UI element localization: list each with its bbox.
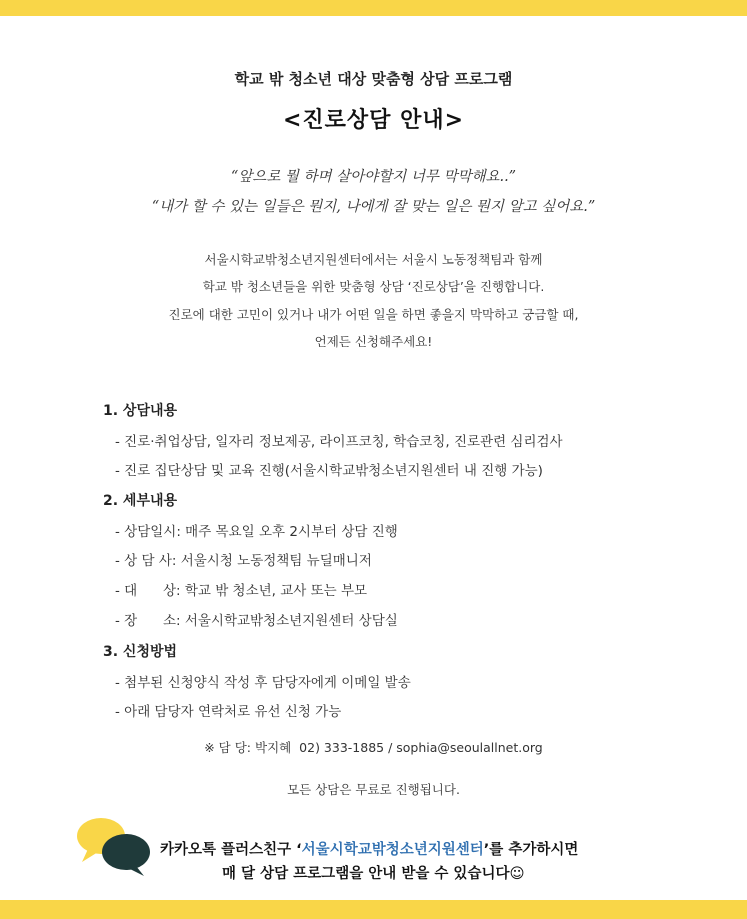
list-item: - 상담일시: 매주 목요일 오후 2시부터 상담 진행	[115, 524, 398, 540]
chat-bubbles-icon	[74, 812, 154, 878]
list-item: - 아래 담당자 연락처로 유선 신청 가능	[115, 704, 342, 720]
kakao-suffix: ’를 추가하시면	[483, 842, 579, 858]
intro-line-4: 언제든 신청해주세요!	[314, 334, 433, 349]
top-accent-bar	[0, 0, 747, 16]
list-item: - 진로·취업상담, 일자리 정보제공, 라이프코칭, 학습코칭, 진로관련 심리검사	[115, 434, 563, 450]
kakao-line-2: 매 달 상담 프로그램을 안내 받을 수 있습니다☺	[222, 866, 525, 882]
intro-line-3: 진로에 대한 고민이 있거나 내가 어떤 일을 하면 좋을지 막막하고 궁금할 때,	[168, 307, 579, 322]
list-item: - 상 담 사: 서울시청 노동정책팀 뉴딜매니저	[115, 553, 372, 569]
free-note: 모든 상담은 무료로 진행됩니다.	[287, 782, 460, 797]
program-title: 학교 밖 청소년 대상 맞춤형 상담 프로그램	[234, 70, 513, 88]
list-item: - 진로 집단상담 및 교육 진행(서울시학교밖청소년지원센터 내 진행 가능)	[115, 463, 543, 479]
section-heading-consulting: 1. 상담내용	[103, 403, 178, 419]
kakao-prefix: 카카오톡 플러스친구 ‘	[160, 842, 302, 858]
section-heading-details: 2. 세부내용	[103, 493, 178, 509]
list-item: - 장 소: 서울시학교밖청소년지원센터 상담실	[115, 613, 398, 629]
list-item: - 첨부된 신청양식 작성 후 담당자에게 이메일 발송	[115, 675, 411, 691]
kakao-line-1	[160, 838, 578, 859]
kakao-channel-name: 서울시학교밖청소년지원센터	[301, 842, 484, 858]
intro-line-2: 학교 밖 청소년들을 위한 맞춤형 상담 ‘진로상담’을 진행합니다.	[202, 279, 545, 294]
page-heading: <진로상담 안내>	[282, 108, 465, 133]
section-heading-application: 3. 신청방법	[103, 644, 178, 660]
intro-line-1: 서울시학교밖청소년지원센터에서는 서울시 노동정책팀과 함께	[204, 252, 543, 267]
bottom-accent-bar	[0, 900, 747, 919]
list-item: - 대 상: 학교 밖 청소년, 교사 또는 부모	[115, 583, 368, 599]
quote-1: “앞으로 뭘 하며 살아야할지 너무 막막해요..”	[230, 169, 517, 185]
contact-info: ※ 담 당: 박지혜 02) 333-1885 / sophia@seoulallnet.org	[204, 740, 543, 755]
quote-2: “내가 할 수 있는 일들은 뭔지, 나에게 잘 맞는 일은 뭔지 알고 싶어요.”	[151, 199, 596, 215]
